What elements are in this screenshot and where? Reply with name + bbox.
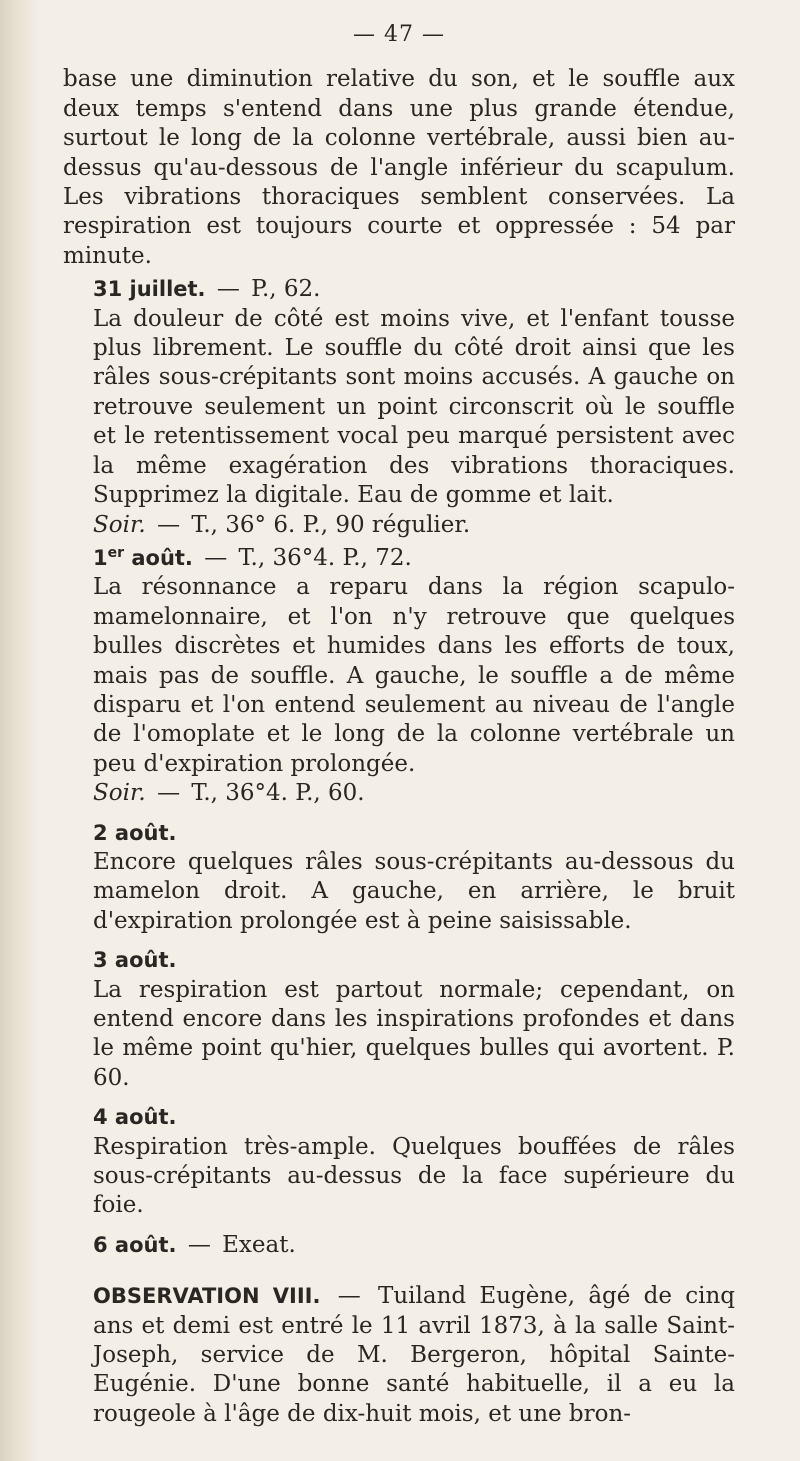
entry-date: 2 août. — [93, 820, 177, 845]
entry-3-aout — [63, 946, 735, 1093]
soir-vitals: T., 36°4. P., 60. — [191, 780, 365, 807]
entry-vitals: Exeat. — [222, 1231, 296, 1258]
soir-label: Soir. — [93, 511, 146, 538]
observation-text: Tuiland Eugène, âgé de cinq ans et demi est entré le 11 avril 1873, à la salle Saint-Joseph, service de M. Bergeron, hôpital Sainte-Eugénie. D'une bonne santé habituelle, il a eu la rougeole à l'âge de dix-huit mois, et une bron- — [93, 1283, 736, 1427]
entry-header: 1er août. — T., 36°4. P., 72. — [93, 544, 412, 571]
entry-vitals: T., 36°4. P., 72. — [238, 544, 412, 571]
entry-soir: Soir. — T., 36°4. P., 60. — [93, 780, 365, 807]
observation-section — [63, 1282, 735, 1429]
entry-date-line — [63, 819, 735, 848]
observation-paragraph: OBSERVATION VIII. — Tuiland Eugène, âgé de cinq ans et demi est entré le 11 avril 1873, à la salle Saint-Joseph, service de M. Bergeron, hôpital Sainte-Eugénie. D'une bonne santé habituelle, il a eu la rougeole à l'âge de dix-huit mois, et une bron- — [93, 1283, 736, 1427]
entry-text: La douleur de côté est moins vive, et l'enfant tousse plus librement. Le souffle du côté droit ainsi que les râles sous-crépitants sont moins accusés. A gauche on retrouve seulement un point circonscrit où le souffle et le retentissement vocal peu marqué persistent avec la même exagération des vibrations thoraciques. Supprimez la digitale. Eau de gomme et lait. — [93, 305, 735, 509]
entry-soir: Soir. — T., 36° 6. P., 90 régulier. — [93, 511, 471, 538]
soir-label: Soir. — [93, 780, 146, 807]
entry-date: 3 août. — [93, 948, 177, 973]
page-edge-shadow — [0, 0, 40, 1461]
entry-date-line — [63, 1103, 735, 1132]
date-rest: août. — [131, 545, 193, 570]
entry-header: 31 juillet. — P., 62. — [93, 276, 321, 303]
entry-text: Encore quelques râles sous-crépitants au-dessous du mamelon droit. A gauche, en arrière, le bruit d'expiration prolongée est à peine saisissable. — [93, 848, 735, 934]
entry-date-line — [63, 946, 735, 975]
entry-date: 6 août. — [93, 1232, 177, 1257]
entry-31-juillet — [63, 275, 735, 540]
date-num: 1 — [93, 545, 108, 570]
entry-date: 31 juillet. — [93, 277, 206, 302]
observation-title: OBSERVATION VIII. — [93, 1284, 321, 1309]
entry-date: 4 août. — [93, 1105, 177, 1130]
intro-paragraph: base une diminution relative du son, et le souffle aux deux temps s'entend dans une plus grande étendue, surtout le long de la colonne vertébrale, aussi bien au-dessus qu'au-dessous de l'angle inférieur du scapulum. Les vibrations thoraciques semblent conservées. La respiration est toujours courte et oppressée : 54 par minute. — [63, 66, 735, 269]
document-page — [63, 20, 735, 1429]
entry-text: La respiration est partout normale; cependant, on entend encore dans les inspirations profondes et dans le même point qu'hier, quelques bulles qui avortent. P. 60. — [93, 976, 735, 1091]
entry-vitals: P., 62. — [251, 276, 321, 303]
entry-1-aout — [63, 544, 735, 809]
page-number: — 47 — — [353, 22, 445, 47]
entry-6-aout — [63, 1231, 735, 1260]
entry-date — [93, 546, 193, 570]
entry-header: 6 août. — Exeat. — [93, 1231, 296, 1258]
soir-vitals: T., 36° 6. P., 90 régulier. — [191, 511, 471, 538]
entry-text: La résonnance a reparu dans la région scapulo-mamelonnaire, et l'on n'y retrouve que quelques bulles discrètes et humides dans les efforts de toux, mais pas de souffle. A gauche, le souffle a de même disparu et l'on entend seulement au niveau de l'angle de l'omoplate et le long de la colonne vertébrale un peu d'expiration prolongée. — [93, 574, 735, 777]
entry-4-aout — [63, 1103, 735, 1221]
date-sup: er — [107, 544, 125, 561]
entry-text: Respiration très-ample. Quelques bouffées de râles sous-crépitants au-dessus de la face supérieure du foie. — [93, 1133, 735, 1219]
entry-2-aout — [63, 819, 735, 937]
